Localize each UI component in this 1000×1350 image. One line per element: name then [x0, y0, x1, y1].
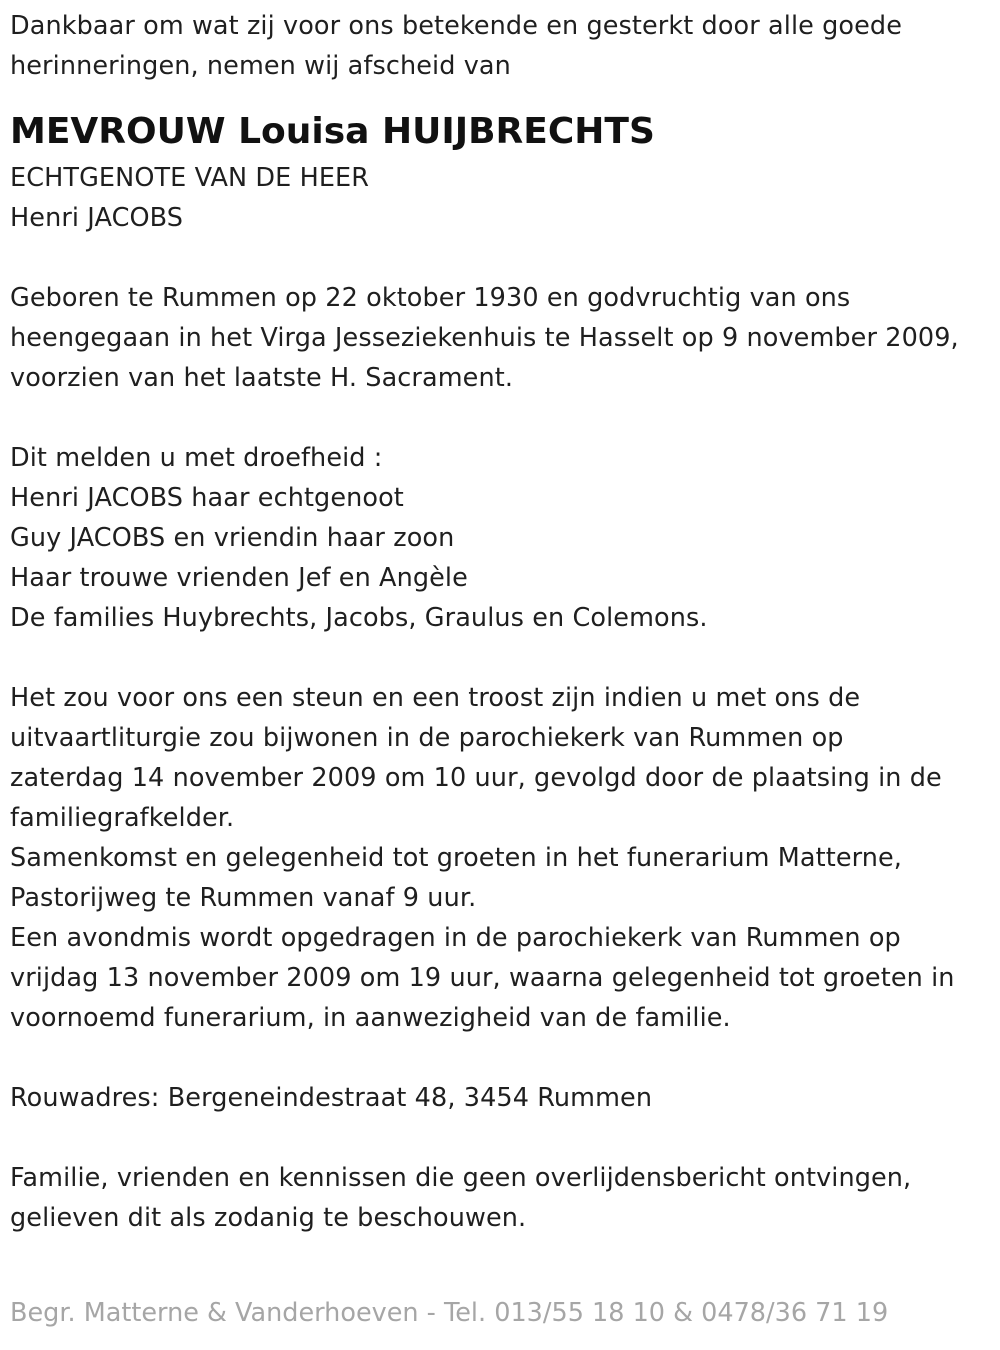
funeral-line: zaterdag 14 november 2009 om 10 uur, gevolgd door de plaatsing in de	[10, 763, 942, 793]
funeral-paragraph	[10, 678, 995, 1038]
announcer-line: Guy JACOBS en vriendin haar zoon	[10, 523, 455, 553]
birth-death-line: Geboren te Rummen op 22 oktober 1930 en godvruchtig van ons	[10, 283, 851, 313]
notice-paragraph	[10, 1158, 995, 1238]
intro-line: herinneringen, nemen wij afscheid van	[10, 51, 511, 81]
deceased-relation: ECHTGENOTE VAN DE HEER	[10, 163, 370, 193]
notice-line: gelieven dit als zodanig te beschouwen.	[10, 1203, 527, 1233]
death-notice	[10, 6, 995, 1238]
announcers-paragraph	[10, 438, 995, 638]
funeral-line: Het zou voor ons een steun en een troost zijn indien u met ons de	[10, 683, 861, 713]
funeral-line: familiegrafkelder.	[10, 803, 235, 833]
funeral-line: vrijdag 13 november 2009 om 19 uur, waarna gelegenheid tot groeten in	[10, 963, 955, 993]
birth-death-line: voorzien van het laatste H. Sacrament.	[10, 363, 514, 393]
mourning-address: Rouwadres: Bergeneindestraat 48, 3454 Rummen	[10, 1083, 653, 1113]
funeral-line: Een avondmis wordt opgedragen in de parochiekerk van Rummen op	[10, 923, 901, 953]
funeral-line: Samenkomst en gelegenheid tot groeten in het funerarium Matterne,	[10, 843, 903, 873]
birth-death-line: heengegaan in het Virga Jesseziekenhuis te Hasselt op 9 november 2009,	[10, 323, 959, 353]
intro-paragraph	[10, 6, 995, 86]
intro-line: Dankbaar om wat zij voor ons betekende en gesterkt door alle goede	[10, 11, 902, 41]
funeral-home-footer: Begr. Matterne & Vanderhoeven - Tel. 013/55 18 10 & 0478/36 71 19	[10, 1298, 889, 1328]
funeral-line: Pastorijweg te Rummen vanaf 9 uur.	[10, 883, 477, 913]
funeral-line: uitvaartliturgie zou bijwonen in de parochiekerk van Rummen op	[10, 723, 844, 753]
announcer-line: Haar trouwe vrienden Jef en Angèle	[10, 563, 468, 593]
notice-line: Familie, vrienden en kennissen die geen overlijdensbericht ontvingen,	[10, 1163, 912, 1193]
deceased-spouse: Henri JACOBS	[10, 203, 184, 233]
announcer-line: De families Huybrechts, Jacobs, Graulus en Colemons.	[10, 603, 708, 633]
announcer-line: Henri JACOBS haar echtgenoot	[10, 483, 404, 513]
funeral-line: voornoemd funerarium, in aanwezigheid van de familie.	[10, 1003, 731, 1033]
deceased-name: MEVROUW Louisa HUIJBRECHTS	[10, 111, 655, 152]
birth-death-paragraph	[10, 278, 995, 398]
announcers-heading: Dit melden u met droefheid :	[10, 443, 383, 473]
